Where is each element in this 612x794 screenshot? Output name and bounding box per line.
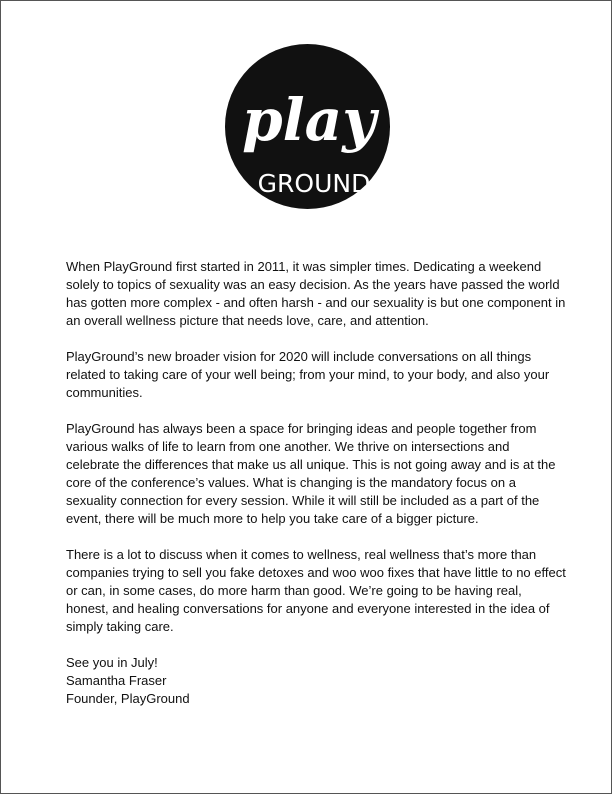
playground-logo bbox=[225, 44, 390, 209]
paragraph: When PlayGround first started in 2011, it was simpler times. Dedicating a weekend solely to topics of sexuality was an easy decision. As the years have passed the world has gotten more complex - and often harsh - and our sexuality is but one component in an overall wellness picture that needs love, care, and attention. bbox=[66, 259, 566, 328]
paragraph: PlayGround has always been a space for bringing ideas and people together from various walks of life to learn from one another. We thrive on intersections and celebrate the differences that make us all unique. This is not going away and is at the core of the conference’s values. What is changing is the mandatory focus on a sexuality connection for every session. While it will still be included as a part of the event, there will be much more to help you take care of a bigger picture. bbox=[66, 421, 556, 526]
letter-body bbox=[66, 258, 566, 708]
logo-caps-text: GROUND bbox=[257, 169, 371, 198]
closing-line: See you in July! bbox=[66, 655, 158, 670]
logo-script-text: play bbox=[242, 86, 376, 154]
signoff bbox=[66, 654, 566, 708]
signer-name: Samantha Fraser bbox=[66, 673, 167, 688]
signer-title: Founder, PlayGround bbox=[66, 691, 190, 706]
paragraph: There is a lot to discuss when it comes to wellness, real wellness that’s more than companies trying to sell you fake detoxes and woo woo fixes that have little to no effect or can, in some cases, do more harm than good. We’re going to be having real, honest, and healing conversations for anyone and everyone interested in the idea of simply taking care. bbox=[66, 547, 566, 634]
paragraph: PlayGround’s new broader vision for 2020 will include conversations on all things related to taking care of your well being; from your mind, to your body, and also your communities. bbox=[66, 349, 550, 400]
